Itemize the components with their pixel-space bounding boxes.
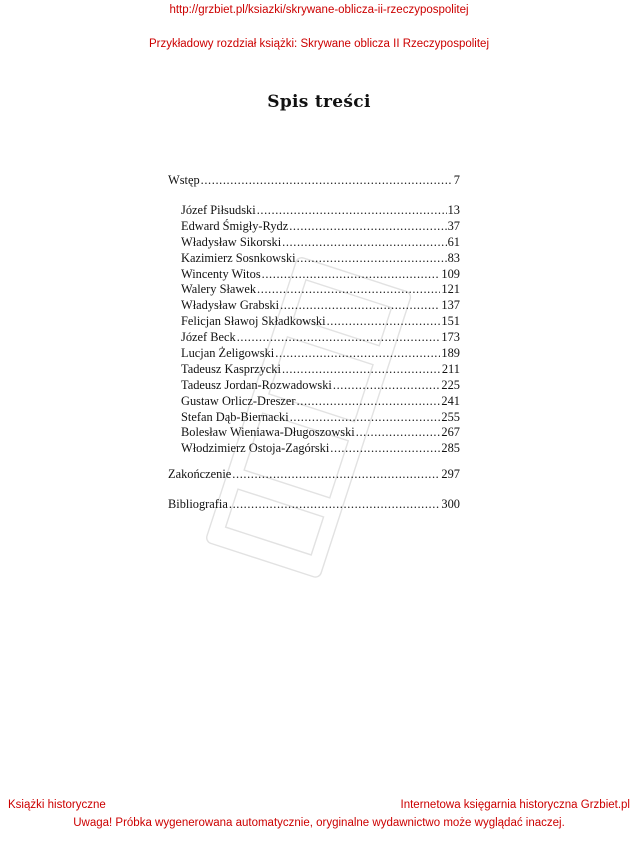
footer-right-link[interactable]: Internetowa księgarnia historyczna Grzbiet.pl <box>400 799 630 811</box>
toc-chapter-list <box>181 203 460 457</box>
leader-dots <box>229 497 441 513</box>
toc-label: Stefan Dąb-Biernacki <box>181 409 289 424</box>
toc-row <box>181 410 460 426</box>
toc-label: Bolesław Wieniawa-Długoszowski <box>181 425 355 440</box>
toc-row <box>181 441 460 457</box>
leader-dots <box>297 394 441 410</box>
toc-page-number: 7 <box>453 173 460 187</box>
toc-row <box>181 346 460 362</box>
header-chapter-caption: Przykładowy rozdział książki: Skrywane oblicza II Rzeczypospolitej <box>148 38 489 50</box>
toc-label: Gustaw Orlicz-Dreszer <box>181 393 296 408</box>
leader-dots <box>275 346 440 362</box>
toc-label: Kazimierz Sosnkowski <box>181 250 296 265</box>
leader-dots <box>333 378 441 394</box>
toc-page-number: 241 <box>441 393 460 408</box>
toc-label: Bibliografia <box>168 497 228 511</box>
toc-page-number: 121 <box>441 282 460 297</box>
leader-dots <box>280 298 440 314</box>
toc-page-number: 300 <box>441 497 460 511</box>
toc-row <box>181 425 460 441</box>
toc-label: Wstęp <box>168 173 200 187</box>
toc-row <box>181 298 460 314</box>
leader-dots <box>282 362 441 378</box>
leader-dots <box>262 267 441 283</box>
toc-label: Józef Piłsudski <box>181 203 256 217</box>
toc-page-number: 13 <box>447 203 460 217</box>
toc-row <box>181 203 460 219</box>
toc-page-number: 137 <box>441 298 460 313</box>
toc-label: Felicjan Sławoj Składkowski <box>181 314 326 329</box>
toc-page-number: 267 <box>441 425 460 440</box>
leader-dots <box>201 173 453 189</box>
toc-label: Wincenty Witos <box>181 266 261 281</box>
toc-page-number: 211 <box>441 361 460 376</box>
toc-row <box>181 219 460 235</box>
footer-notice: Uwaga! Próbka wygenerowana automatycznie, oryginalne wydawnictwo może wyglądać inaczej. <box>73 817 565 829</box>
toc-ending <box>168 467 460 483</box>
toc-row <box>181 314 460 330</box>
toc-page-number: 297 <box>441 467 460 481</box>
footer-left-link[interactable]: Książki historyczne <box>8 799 106 811</box>
toc-row <box>181 394 460 410</box>
toc-bibliography <box>168 497 460 513</box>
toc-page-number: 189 <box>441 346 460 361</box>
leader-dots <box>330 441 440 457</box>
toc-page-number: 37 <box>447 218 460 233</box>
leader-dots <box>289 219 446 235</box>
toc-page-number: 285 <box>441 441 460 456</box>
toc-row <box>181 235 460 251</box>
toc-row <box>181 362 460 378</box>
page-title: Spis treści <box>267 92 371 112</box>
leader-dots <box>356 425 441 441</box>
toc-label: Tadeusz Kasprzycki <box>181 361 281 376</box>
toc-page-number: 83 <box>447 250 460 265</box>
leader-dots <box>232 467 440 483</box>
leader-dots <box>327 314 441 330</box>
toc-row <box>181 267 460 283</box>
toc-row <box>181 330 460 346</box>
toc-row <box>181 378 460 394</box>
toc-label: Tadeusz Jordan-Rozwadowski <box>181 377 332 392</box>
toc-label: Józef Beck <box>181 330 236 345</box>
toc-label: Władysław Grabski <box>181 298 280 313</box>
toc-intro <box>168 173 460 189</box>
toc-page-number: 151 <box>441 314 460 329</box>
toc-page-number: 255 <box>441 409 460 424</box>
toc-page-number: 109 <box>441 266 460 281</box>
toc-label: Edward Śmigły-Rydz <box>181 218 289 233</box>
header-url[interactable]: http://grzbiet.pl/ksiazki/skrywane-oblicza-ii-rzeczypospolitej <box>169 4 469 16</box>
toc-row <box>181 282 460 298</box>
toc-label: Włodzimierz Ostoja-Zagórski <box>181 441 330 456</box>
toc-page-number: 225 <box>441 377 460 392</box>
toc-row <box>168 467 460 483</box>
leader-dots <box>297 251 447 267</box>
leader-dots <box>290 410 441 426</box>
leader-dots <box>257 282 440 298</box>
leader-dots <box>257 203 447 219</box>
toc-label: Władysław Sikorski <box>181 234 282 249</box>
leader-dots <box>282 235 446 251</box>
toc-page-number: 173 <box>441 330 460 345</box>
toc-label: Walery Sławek <box>181 282 257 297</box>
toc-label: Lucjan Żeligowski <box>181 346 275 361</box>
leader-dots <box>237 330 441 346</box>
toc-page-number: 61 <box>447 234 460 249</box>
toc-label: Zakończenie <box>168 467 232 481</box>
toc-row <box>168 173 460 189</box>
toc-row <box>168 497 460 513</box>
toc-row <box>181 251 460 267</box>
